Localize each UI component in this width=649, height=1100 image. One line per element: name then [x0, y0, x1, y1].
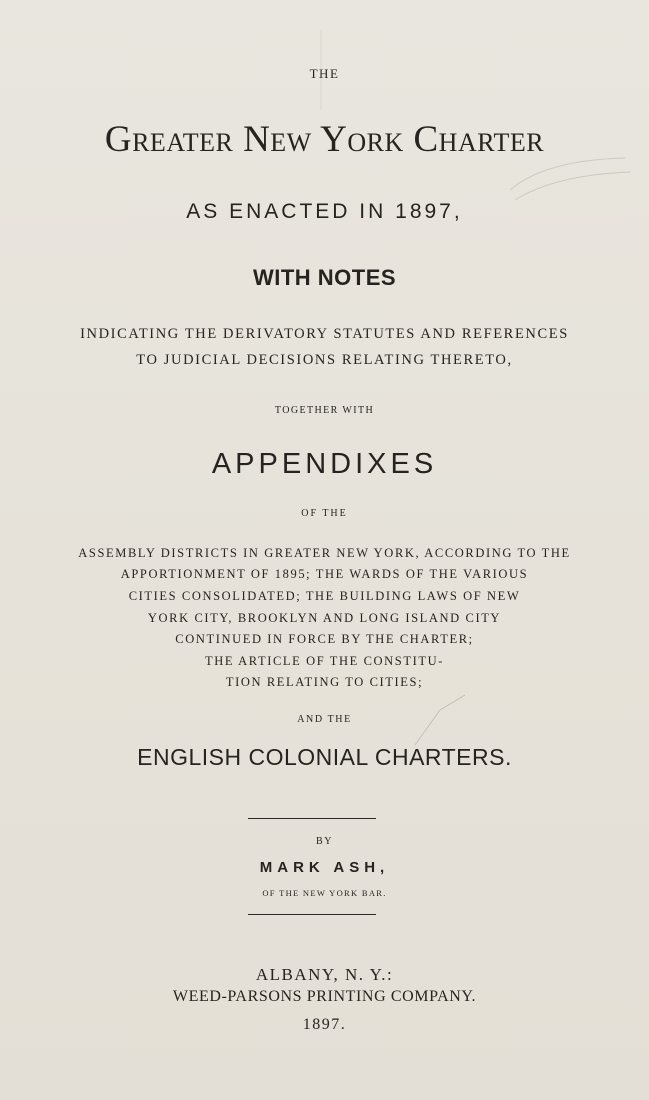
author-name: MARK ASH, [259, 859, 390, 876]
districts-line: APPORTIONMENT OF 1895; THE WARDS OF THE VARIOUS [120, 567, 529, 581]
author-affiliation: OF THE NEW YORK BAR. [262, 888, 387, 898]
by-label: BY [316, 836, 333, 847]
enacted-line: AS ENACTED IN 1897, [186, 200, 463, 223]
publication-place: ALBANY, N. Y.: [255, 965, 394, 984]
together-with: TOGETHER WITH [274, 405, 375, 416]
indicating-line-2: TO JUDICIAL DECISIONS RELATING THERETO, [136, 352, 513, 368]
divider-rule [248, 914, 376, 915]
districts-line: CONTINUED IN FORCE BY THE CHARTER; [175, 632, 474, 646]
pencil-mark [410, 690, 470, 750]
appendixes-heading: APPENDIXES [211, 448, 438, 480]
printer-name: WEED-PARSONS PRINTING COMPANY. [172, 988, 477, 1005]
faint-stamp-mark [505, 150, 635, 210]
districts-line: YORK CITY, BROOKLYN AND LONG ISLAND CITY [147, 611, 502, 625]
title-word-charter: Charter [413, 119, 545, 160]
districts-line: CITIES CONSOLIDATED; THE BUILDING LAWS OF NEW [128, 589, 521, 603]
fold-crease-mark [316, 30, 326, 110]
with-notes-heading: WITH NOTES [252, 265, 397, 290]
and-the: AND THE [297, 714, 352, 725]
title-word-new: New [243, 119, 312, 160]
districts-line: ASSEMBLY DISTRICTS IN GREATER NEW YORK, ACCORDING TO THE [78, 546, 571, 560]
indicating-line-1: INDICATING THE DERIVATORY STATUTES AND REFERENCES [80, 326, 569, 342]
districts-line: TION RELATING TO CITIES; [225, 675, 424, 689]
colonial-charters-heading: ENGLISH COLONIAL CHARTERS. [137, 744, 512, 770]
divider-rule [248, 818, 376, 819]
publication-year: 1897. [302, 1016, 347, 1033]
title-the: THE [309, 66, 340, 81]
title-word-york: York [320, 119, 404, 160]
districts-line: THE ARTICLE OF THE CONSTITU- [205, 654, 444, 668]
title-word-greater: Greater [104, 119, 234, 160]
of-the: OF THE [301, 508, 348, 519]
